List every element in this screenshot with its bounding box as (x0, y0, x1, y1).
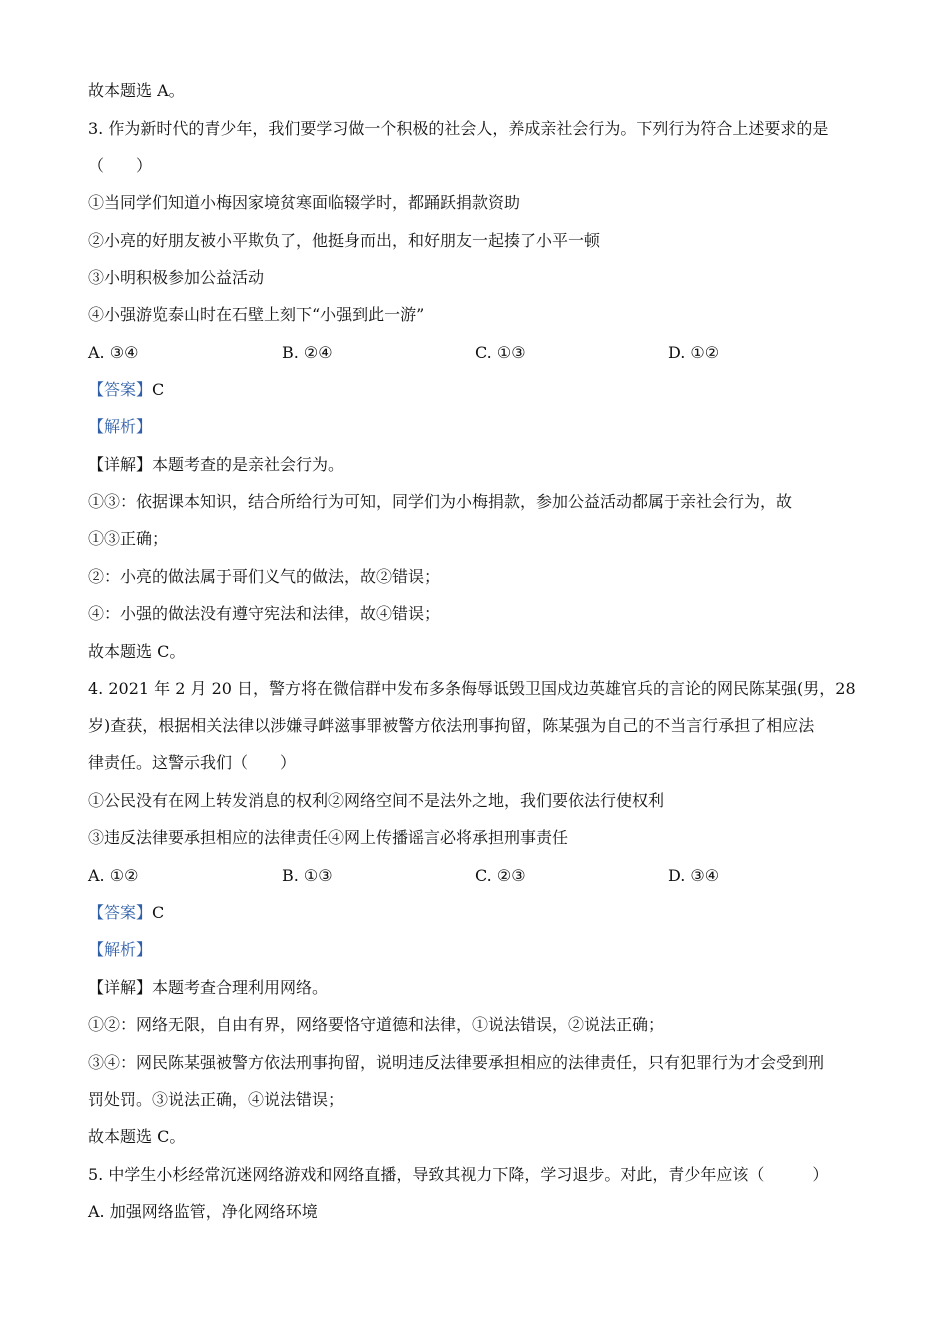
q4-analysis-tag: 【解析】 (88, 940, 153, 959)
q4-answer (88, 902, 872, 924)
q4-stem-line3: 律责任。这警示我们（ ） (88, 753, 297, 772)
q4-option-a: A. ①② (88, 866, 139, 885)
q2-conclusion: 故本题选 A。 (88, 81, 185, 100)
q3-item-1: ①当同学们知道小梅因家境贫寒面临辍学时，都踊跃捐款资助 (88, 193, 521, 212)
q4-stem-line1: 4. 2021 年 2 月 20 日，警方将在微信群中发布多条侮辱诋毁卫国戍边英雄官兵的言论的网民陈某强(男，28 (88, 679, 856, 698)
q3-option-d: D. ①② (668, 343, 720, 362)
q4-explain-2: ③④：网民陈某强被警方依法刑事拘留，说明违反法律要承担相应的法律责任，只有犯罪行为才会受到刑 (88, 1053, 825, 1072)
q3-option-c: C. ①③ (475, 343, 526, 362)
q4-option-d: D. ③④ (668, 866, 720, 885)
q4-conclusion: 故本题选 C。 (88, 1127, 186, 1146)
answer-tag: 【答案】 (88, 903, 153, 922)
q4-item-1: ①公民没有在网上转发消息的权利②网络空间不是法外之地，我们要依法行使权利 (88, 791, 665, 810)
q5-stem: 5. 中学生小杉经常沉迷网络游戏和网络直播，导致其视力下降，学习退步。对此，青少年应该（ ） (88, 1165, 829, 1184)
q3-stem-line2: （ ） (88, 156, 153, 175)
q3-options (88, 342, 888, 364)
detail-tag: 【详解】 (88, 455, 153, 474)
q3-explain-4: ④：小强的做法没有遵守宪法和法律，故④错误； (88, 604, 441, 623)
q3-item-4: ④小强游览泰山时在石壁上刻下“小强到此一游” (88, 305, 425, 324)
q3-stem-line1: 3. 作为新时代的青少年，我们要学习做一个积极的社会人，养成亲社会行为。下列行为符合上述要求的是 (88, 119, 829, 138)
q3-option-a: A. ③④ (88, 343, 139, 362)
q3-explain-2: ①③正确； (88, 529, 169, 548)
q4-explain-3: 罚处罚。③说法正确，④说法错误； (88, 1090, 345, 1109)
answer-tag: 【答案】 (88, 380, 153, 399)
q3-item-3: ③小明积极参加公益活动 (88, 268, 265, 287)
q4-item-2: ③违反法律要承担相应的法律责任④网上传播谣言必将承担刑事责任 (88, 828, 569, 847)
q3-item-2: ②小亮的好朋友被小平欺负了，他挺身而出，和好朋友一起揍了小平一顿 (88, 231, 601, 250)
q3-answer (88, 379, 872, 401)
q5-option-a: A. 加强网络监管，净化网络环境 (88, 1202, 318, 1221)
q3-explain-1: ①③：依据课本知识，结合所给行为可知，同学们为小梅捐款，参加公益活动都属于亲社会行为，故 (88, 492, 793, 511)
q3-analysis-tag: 【解析】 (88, 417, 153, 436)
q3-detail (88, 454, 872, 476)
detail-tag: 【详解】 (88, 978, 153, 997)
q3-explain-3: ②：小亮的做法属于哥们义气的做法，故②错误； (88, 567, 441, 586)
q4-options (88, 865, 888, 887)
q4-stem-line2: 岁)查获，根据相关法律以涉嫌寻衅滋事罪被警方依法刑事拘留，陈某强为自己的不当言行承担了相应法 (88, 716, 815, 735)
q3-option-b: B. ②④ (282, 343, 333, 362)
detail-text: 本题考查的是亲社会行为。 (152, 455, 345, 474)
answer-value: C (152, 903, 165, 922)
q3-conclusion: 故本题选 C。 (88, 642, 186, 661)
q4-option-c: C. ②③ (475, 866, 526, 885)
answer-value: C (152, 380, 165, 399)
detail-text: 本题考查合理利用网络。 (152, 978, 329, 997)
q4-explain-1: ①②：网络无限，自由有界，网络要恪守道德和法律，①说法错误，②说法正确； (88, 1015, 665, 1034)
q4-detail (88, 977, 872, 999)
q4-option-b: B. ①③ (282, 866, 333, 885)
